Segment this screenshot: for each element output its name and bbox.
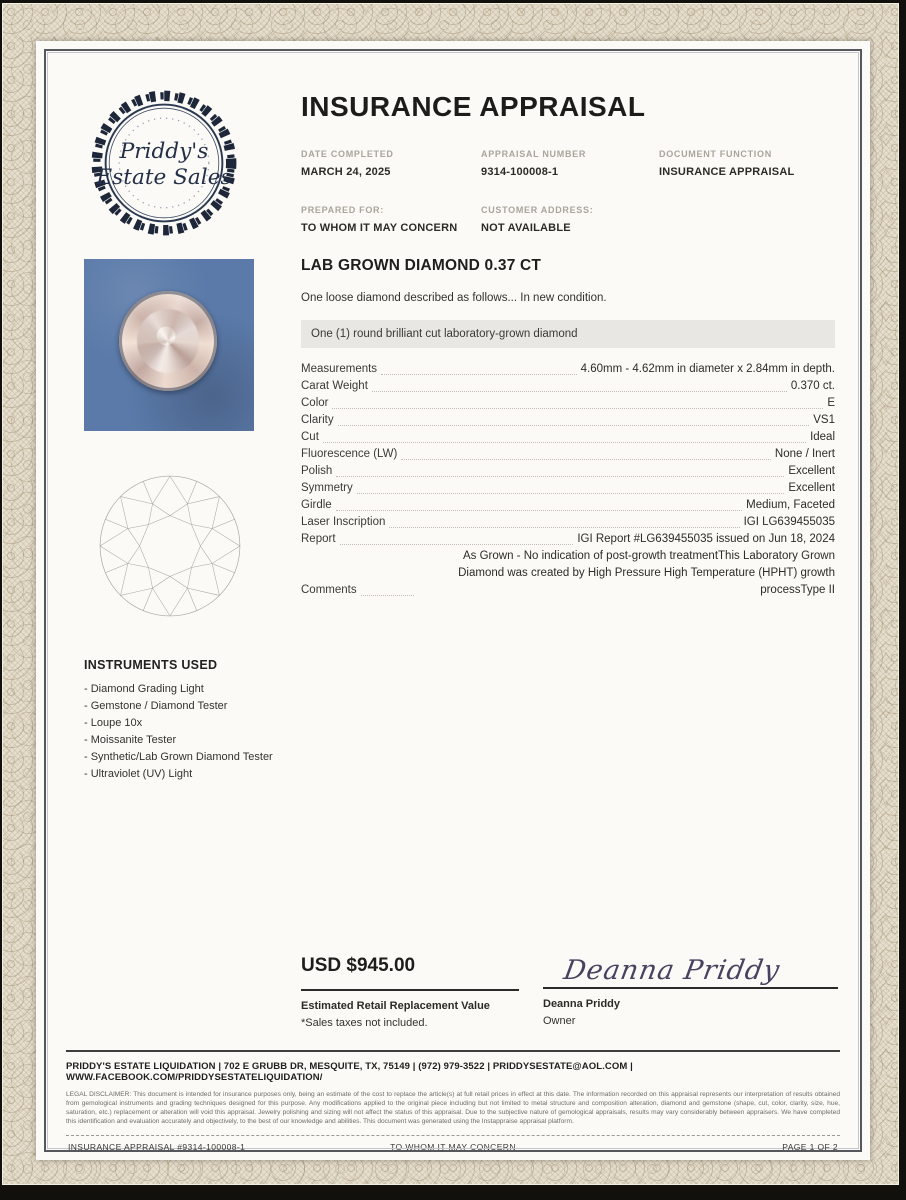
spec-row: Clarity VS1 (301, 414, 835, 426)
instrument-item: - Diamond Grading Light (84, 683, 204, 695)
page-number: PAGE 1 OF 2 (782, 1142, 838, 1152)
spec-row: Girdle Medium, Faceted (301, 499, 835, 511)
inner-frame (44, 49, 862, 1152)
dotted-leader (332, 408, 823, 409)
spec-row: Comments As Grown - No indication of post-growth treatmentThis Laboratory Grown Diamond was created by High Pressure High Temperature (HPHT) growth processType II (301, 550, 835, 596)
page-info-row (66, 1135, 840, 1152)
spec-row: Fluorescence (LW) None / Inert (301, 448, 835, 460)
footer-appraisal-number: INSURANCE APPRAISAL #9314-100008-1 (68, 1142, 246, 1152)
legal-disclaimer: LEGAL DISCLAIMER: This document is intended for insurance purposes only, being an estimate of the cost to replace the article(s) at full retail prices in effect at this date. The information recorded on this appraisal represents our interpretation of results obtained from gemological instruments and grading techniques designed for this purpose. Any modifications applied to the original piece including but not limited to metal structure and composition alteration, diamond and gemstone (shape, cut, color, clarity, size, hue, saturation, etc.) replacement or alteration will void this appraisal. Jewelry polishing and sizing will not affect the status of this appraisal. Due to the subjective nature of gemological appraisals, results may vary considerably between appraisers. We have completed this identification and evaluation accurately and objectively, to the best of our knowledge and abilities. This document was generated using the Instappraise appraisal platform. (66, 1091, 840, 1125)
signer-name: Deanna Priddy (543, 998, 621, 1010)
dotted-leader (357, 493, 785, 494)
item-details (301, 257, 835, 599)
item-summary-box: One (1) round brilliant cut laboratory-grown diamond (301, 320, 835, 348)
document-footer (66, 1050, 840, 1152)
company-contact-line: PRIDDY'S ESTATE LIQUIDATION | 702 E GRUBB DR, MESQUITE, TX, 75149 | (972) 979-3522 | PRIDDYSESTATE@AOL.COM | WWW.FACEBOOK.COM/PRIDDYSESTATELIQUIDATION/ (66, 1061, 633, 1083)
spec-row: Carat Weight 0.370 ct. (301, 380, 835, 392)
logo-text-line1: Priddy's (119, 139, 209, 165)
logo-text-line2: Estate Sales (96, 164, 232, 190)
document-page (36, 41, 870, 1160)
instrument-item: - Loupe 10x (84, 717, 143, 729)
instrument-item: - Synthetic/Lab Grown Diamond Tester (84, 751, 273, 763)
spec-row: Measurements 4.60mm - 4.62mm in diameter x 2.84mm in depth. (301, 363, 835, 375)
dotted-leader (381, 374, 577, 375)
dotted-leader (372, 391, 787, 392)
field-document-function: DOCUMENT FUNCTION INSURANCE APPRAISAL (659, 149, 795, 178)
dotted-leader (389, 527, 739, 528)
field-date-completed: DATE COMPLETED MARCH 24, 2025 (301, 149, 394, 178)
company-logo (74, 83, 254, 243)
spec-row: Symmetry Excellent (301, 482, 835, 494)
instruments-heading: INSTRUMENTS USED (84, 658, 218, 672)
signer-role: Owner (543, 1015, 576, 1027)
field-customer-address: CUSTOMER ADDRESS: NOT AVAILABLE (481, 205, 594, 234)
item-title: LAB GROWN DIAMOND 0.37 CT (301, 257, 542, 274)
tax-note: *Sales taxes not included. (301, 1017, 428, 1029)
valuation-section (301, 955, 838, 1029)
signature-column (543, 955, 838, 1029)
diamond-cut-diagram (94, 467, 246, 625)
dotted-leader (338, 425, 810, 426)
spec-row: Cut Ideal (301, 431, 835, 443)
dotted-leader (401, 459, 771, 460)
instrument-item: - Ultraviolet (UV) Light (84, 768, 193, 780)
spec-row: Polish Excellent (301, 465, 835, 477)
value-caption: Estimated Retail Replacement Value (301, 1000, 490, 1012)
page-title: INSURANCE APPRAISAL (301, 91, 646, 122)
footer-prepared-for: TO WHOM IT MAY CONCERN (390, 1142, 516, 1152)
field-appraisal-number: APPRAISAL NUMBER 9314-100008-1 (481, 149, 587, 178)
spec-row: Laser Inscription IGI LG639455035 (301, 516, 835, 528)
appraised-value: USD $945.00 (301, 955, 519, 991)
diamond-photo (84, 259, 254, 431)
signature-script: Deanna Priddy (561, 955, 783, 986)
dotted-leader (336, 510, 742, 511)
dotted-leader (340, 544, 574, 545)
diamond-stone-image (119, 291, 217, 391)
field-prepared-for: PREPARED FOR: TO WHOM IT MAY CONCERN (301, 205, 458, 234)
dotted-leader (361, 595, 415, 596)
instrument-item: - Moissanite Tester (84, 734, 177, 746)
valuation-column (301, 955, 519, 1029)
spec-row: Report IGI Report #LG639455035 issued on Jun 18, 2024 (301, 533, 835, 545)
spec-row: Color E (301, 397, 835, 409)
spec-table (301, 361, 835, 599)
instruments-section (84, 658, 344, 783)
instruments-list (84, 681, 344, 783)
instrument-item: - Gemstone / Diamond Tester (84, 700, 228, 712)
item-description: One loose diamond described as follows... In new condition. (301, 292, 607, 304)
dotted-leader (323, 442, 806, 443)
dotted-leader (336, 476, 784, 477)
